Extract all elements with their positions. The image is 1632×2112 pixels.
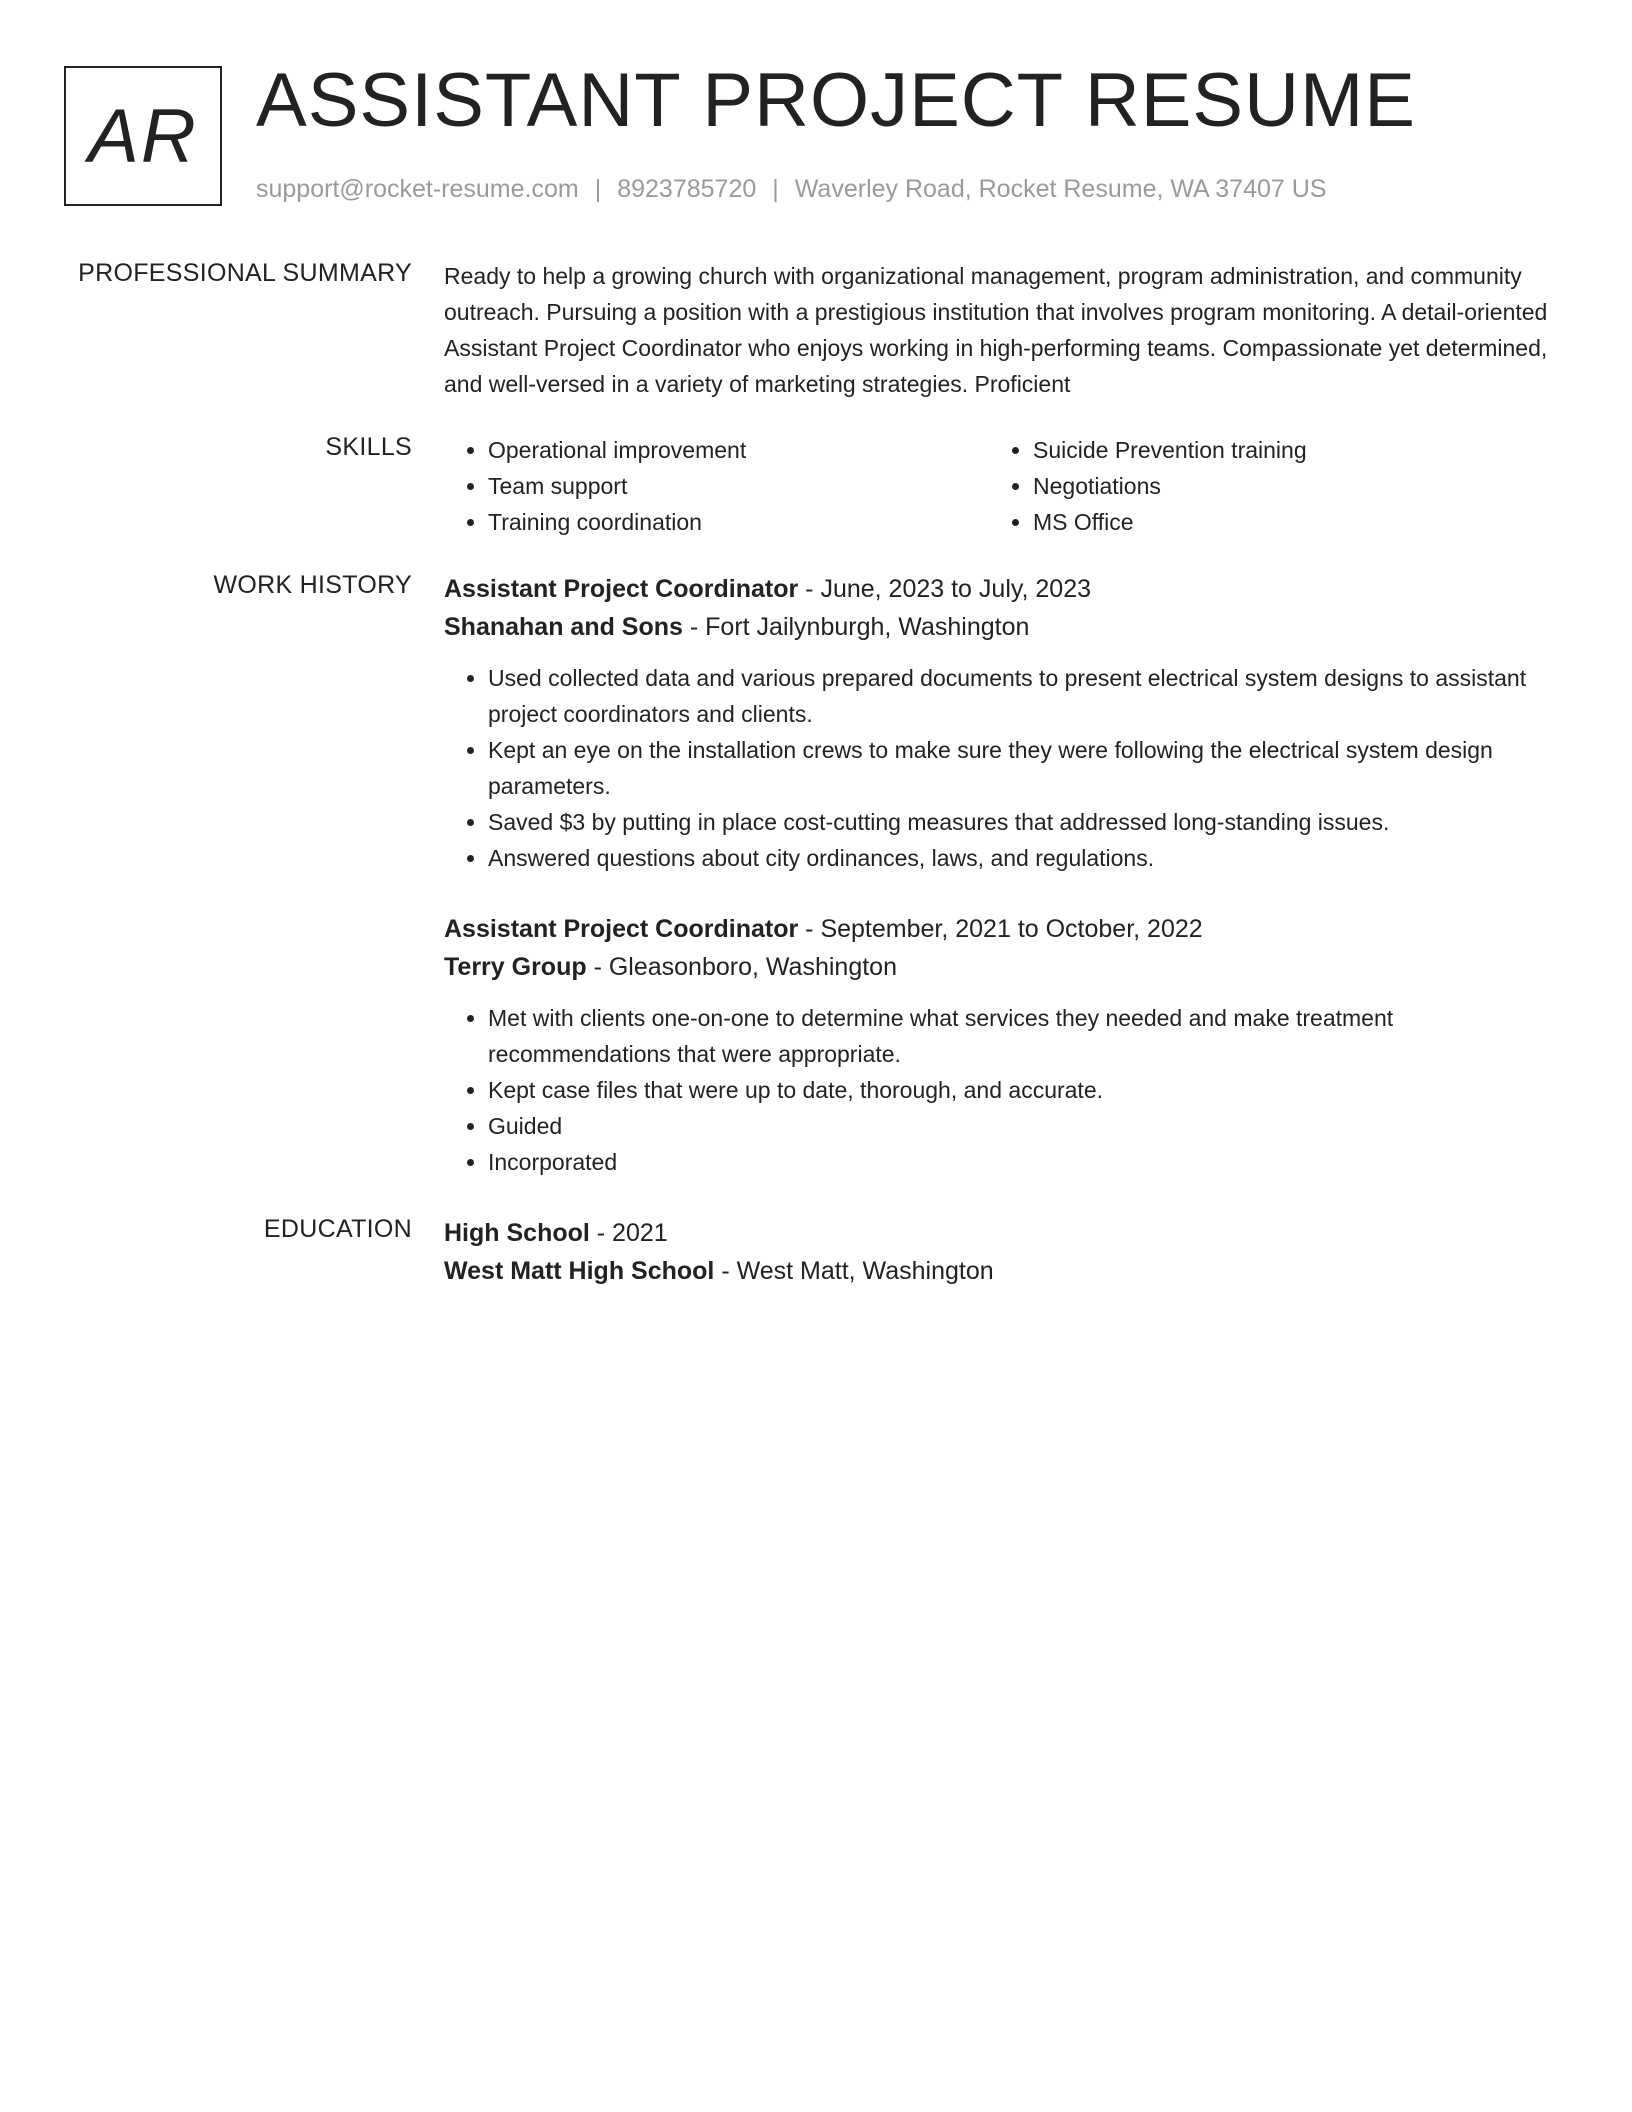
education-year: - 2021 bbox=[589, 1219, 668, 1247]
contact-line bbox=[256, 174, 1326, 204]
job-entry bbox=[444, 570, 1554, 876]
section-label-skills: SKILLS bbox=[325, 433, 412, 461]
contact-separator: | bbox=[594, 175, 602, 203]
contact-email[interactable]: support@rocket-resume.com bbox=[256, 175, 579, 203]
education-school: West Matt High School bbox=[444, 1257, 715, 1285]
job-bullet: • Guided bbox=[488, 1108, 1554, 1144]
skill-item: • Suicide Prevention training bbox=[1033, 432, 1534, 468]
education-entry bbox=[444, 1214, 1554, 1290]
job-company: Terry Group bbox=[444, 953, 587, 981]
job-bullet: • Kept an eye on the installation crews to make sure they were following the electrical system design parameters. bbox=[488, 732, 1554, 804]
education-location: - West Matt, Washington bbox=[714, 1257, 994, 1285]
contact-phone[interactable]: 8923785720 bbox=[617, 175, 757, 203]
job-bullet: • Saved $3 by putting in place cost-cutting measures that addressed long-standing issues. bbox=[488, 804, 1554, 840]
education-degree-line bbox=[444, 1214, 1554, 1252]
job-company: Shanahan and Sons bbox=[444, 613, 683, 641]
job-company-line bbox=[444, 948, 1554, 986]
skills-column-left bbox=[444, 432, 989, 540]
section-label-education: EDUCATION bbox=[263, 1215, 412, 1243]
skill-item: • Negotiations bbox=[1033, 468, 1534, 504]
section-label-summary: PROFESSIONAL SUMMARY bbox=[78, 259, 412, 287]
job-dates: - September, 2021 to October, 2022 bbox=[798, 915, 1203, 943]
job-title-line bbox=[444, 910, 1554, 948]
contact-separator: | bbox=[772, 175, 779, 203]
job-bullets bbox=[444, 1000, 1554, 1180]
job-company-line bbox=[444, 608, 1554, 646]
job-bullet: • Used collected data and various prepared documents to present electrical system designs to assistant project coordinators and clients. bbox=[488, 660, 1554, 732]
skills-list bbox=[444, 432, 1554, 540]
job-title: Assistant Project Coordinator bbox=[444, 575, 799, 603]
education-degree: High School bbox=[444, 1219, 590, 1247]
job-title: Assistant Project Coordinator bbox=[444, 915, 799, 943]
skill-item: • Team support bbox=[488, 468, 989, 504]
section-label-work-history: WORK HISTORY bbox=[213, 571, 412, 599]
job-title-line bbox=[444, 570, 1554, 608]
job-location: - Gleasonboro, Washington bbox=[586, 953, 897, 981]
education-school-line bbox=[444, 1252, 1554, 1290]
summary-text: Ready to help a growing church with organizational management, program administration, and community outreach. Pursuing a position with a prestigious institution that involves program monitoring. A detail-oriented Assistant Project Coordinator who enjoys working in high-performing teams. Compassionate yet determined, and well-versed in a variety of marketing strategies. Proficient bbox=[444, 263, 1548, 397]
skill-item: • MS Office bbox=[1033, 504, 1534, 540]
job-location: - Fort Jailynburgh, Washington bbox=[682, 613, 1030, 641]
job-bullet: • Incorporated bbox=[488, 1144, 1554, 1180]
job-bullets bbox=[444, 660, 1554, 876]
job-bullet: • Met with clients one-on-one to determine what services they needed and make treatment recommendations that were appropriate. bbox=[488, 1000, 1554, 1072]
job-bullet: • Answered questions about city ordinances, laws, and regulations. bbox=[488, 840, 1554, 876]
job-entry bbox=[444, 910, 1554, 1180]
skill-item: • Operational improvement bbox=[488, 432, 989, 468]
skill-item: • Training coordination bbox=[488, 504, 989, 540]
job-bullet: • Kept case files that were up to date, thorough, and accurate. bbox=[488, 1072, 1554, 1108]
monogram-badge: AR bbox=[64, 66, 222, 206]
job-dates: - June, 2023 to July, 2023 bbox=[798, 575, 1092, 603]
resume-title: ASSISTANT PROJECT RESUME bbox=[256, 58, 1416, 143]
contact-address: Waverley Road, Rocket Resume, WA 37407 US bbox=[794, 175, 1327, 203]
skills-column-right bbox=[989, 432, 1534, 540]
